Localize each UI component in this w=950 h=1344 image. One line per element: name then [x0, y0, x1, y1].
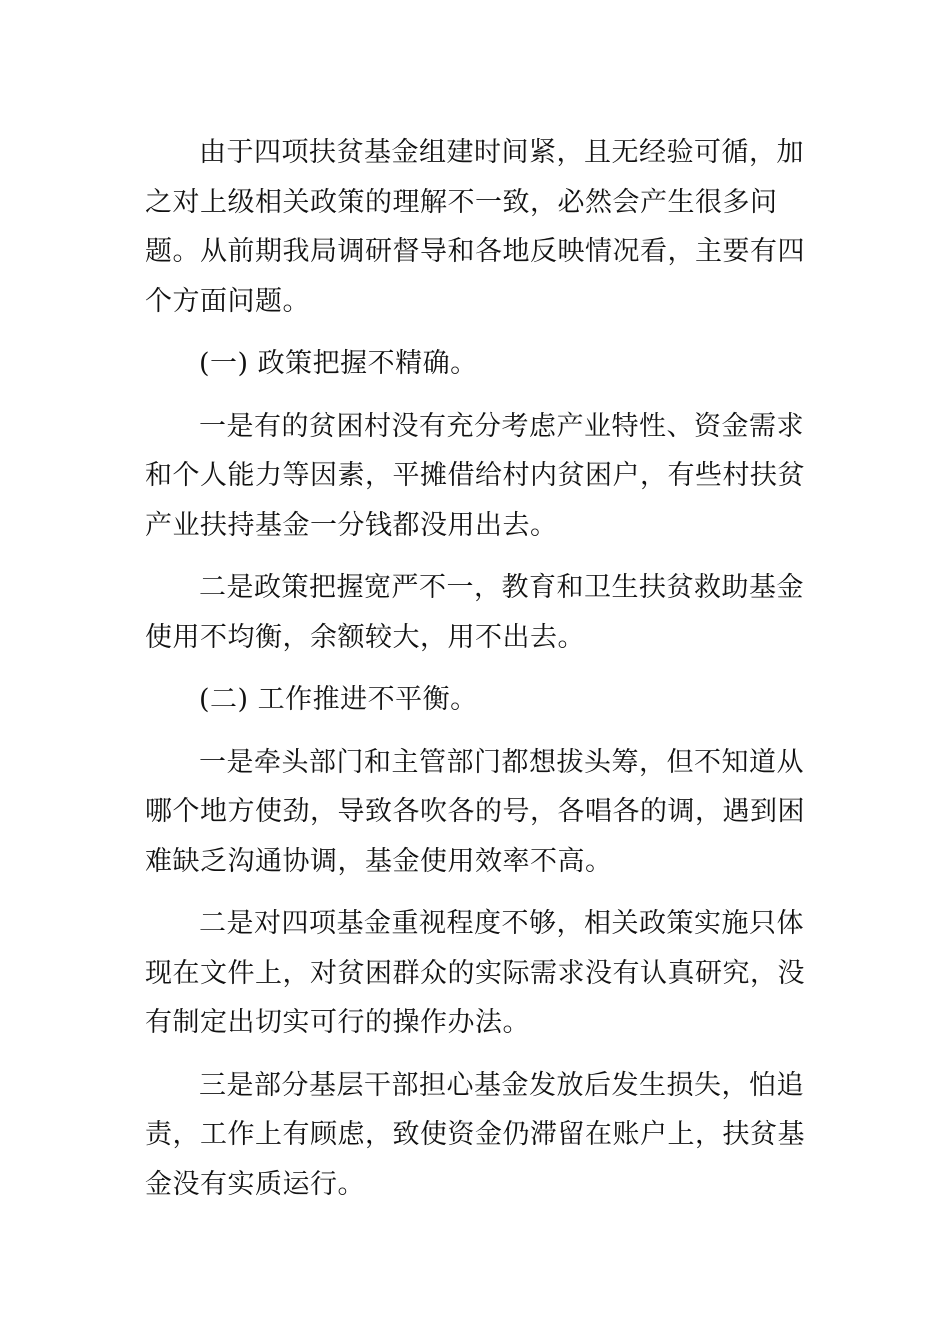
policy-item-one: 一是有的贫困村没有充分考虑产业特性、资金需求和个人能力等因素，平摊借给村内贫困户，有些村扶贫产业扶持基金一分钱都没用出去。: [145, 410, 805, 541]
work-item-three: 三是部分基层干部担心基金发放后发生损失，怕追责，工作上有顾虑，致使资金仍滞留在账户上，扶贫基金没有实质运行。: [145, 1069, 805, 1200]
section-heading-policy: (一) 政策把握不精确。: [199, 348, 478, 379]
section-heading-work: (二) 工作推进不平衡。: [199, 684, 478, 715]
document-body: [145, 128, 805, 1209]
work-item-two: 二是对四项基金重视程度不够，相关政策实施只体现在文件上，对贫困群众的实际需求没有认真研究，没有制定出切实可行的操作办法。: [145, 908, 805, 1038]
intro-paragraph: 由于四项扶贫基金组建时间紧，且无经验可循，加之对上级相关政策的理解不一致，必然会产生很多问题。从前期我局调研督导和各地反映情况看，主要有四个方面问题。: [145, 137, 805, 317]
policy-item-two: 二是政策把握宽严不一，教育和卫生扶贫救助基金使用不均衡，余额较大，用不出去。: [145, 572, 804, 653]
work-item-one: 一是牵头部门和主管部门都想拔头筹，但不知道从哪个地方使劲，导致各吹各的号，各唱各的调，遇到困难缺乏沟通协调，基金使用效率不高。: [145, 746, 805, 877]
